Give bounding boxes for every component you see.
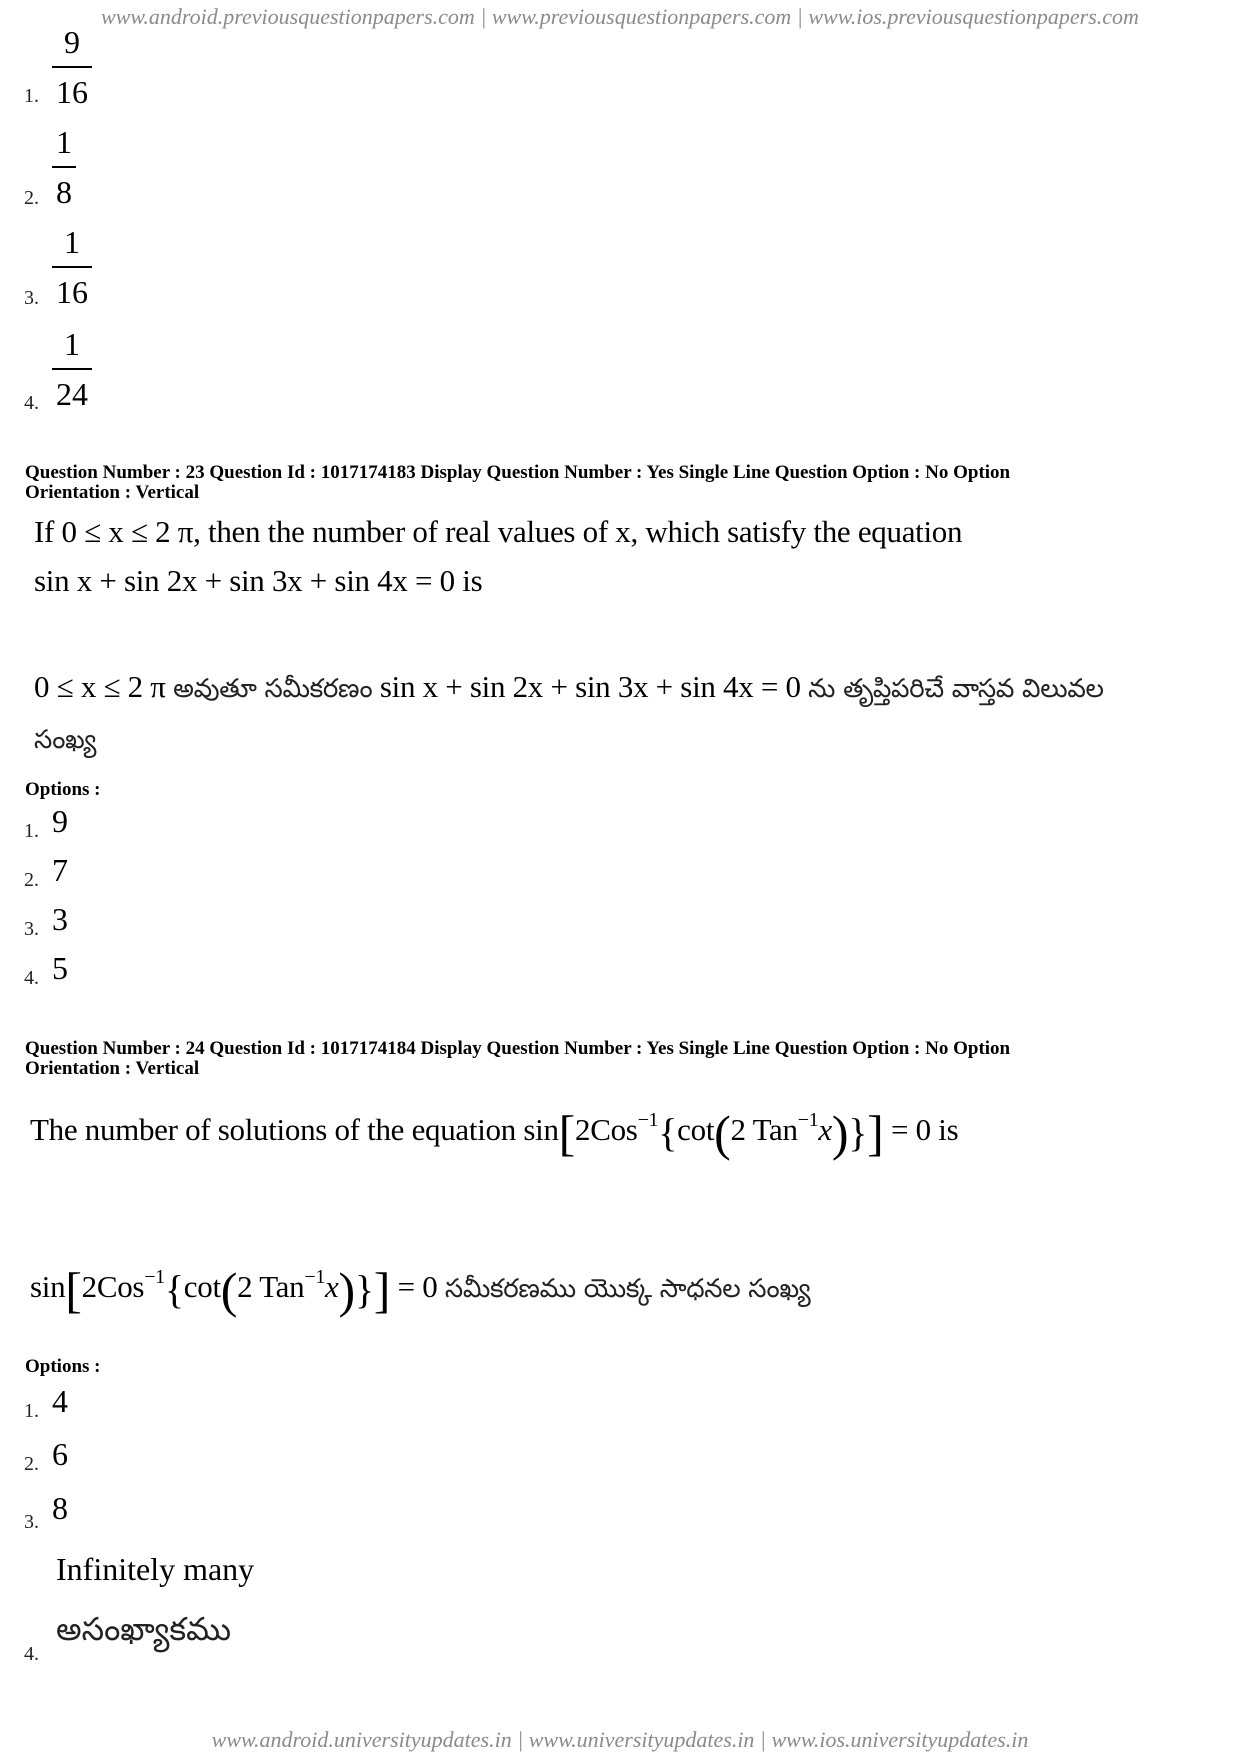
question-24-header xyxy=(25,1039,1215,1079)
question-header-line: Question Number : 24 Question Id : 1017174184 Display Question Number : Yes Single Line Question Option : No Option xyxy=(25,1038,1011,1059)
option-number: 1. xyxy=(24,820,39,842)
question-text-is: is xyxy=(938,1112,959,1148)
fraction-denominator: 16 xyxy=(56,74,88,110)
equation-math: sin x + sin 2x + sin 3x + sin 4x = 0 xyxy=(379,669,801,704)
question-text: The number of solutions of the equation xyxy=(30,1112,516,1148)
option-value: 9 xyxy=(52,803,68,839)
question-header-line: Question Number : 23 Question Id : 1017174183 Display Question Number : Yes Single Line Question Option : No Option xyxy=(25,462,1011,483)
fraction-denominator: 8 xyxy=(56,174,72,210)
option-value: Infinitely many xyxy=(56,1551,255,1587)
fraction-numerator: 1 xyxy=(64,224,80,260)
option-value: 6 xyxy=(52,1436,68,1472)
question-23-telugu-line-2: సంఖ్య xyxy=(34,725,97,755)
inequality-math: 0 ≤ x ≤ 2 π xyxy=(34,669,166,704)
fraction-numerator: 9 xyxy=(64,24,80,60)
fraction-numerator: 1 xyxy=(64,326,80,362)
footer-watermark: www.android.universityupdates.in | www.universityupdates.in | www.ios.universityupdates.in xyxy=(211,1727,1029,1752)
option-fraction xyxy=(52,126,76,208)
option-number: 2. xyxy=(24,187,39,209)
option-fraction xyxy=(52,328,92,410)
option-number: 4. xyxy=(24,392,39,414)
option-number: 3. xyxy=(24,1511,39,1533)
option-value: 5 xyxy=(52,950,68,986)
telugu-text: ను తృప్తిపరిచే వాస్తవ విలువల xyxy=(808,674,1104,704)
option-number: 2. xyxy=(24,1453,39,1475)
header-watermark: www.android.previousquestionpapers.com | www.previousquestionpapers.com | www.ios.previousquestionpapers.com xyxy=(101,4,1139,29)
question-23-header xyxy=(25,463,1215,503)
option-number: 3. xyxy=(24,287,39,309)
option-fraction xyxy=(52,26,92,108)
question-23-english-line-2: sin x + sin 2x + sin 3x + sin 4x = 0 is xyxy=(34,563,483,598)
question-header-line: Orientation : Vertical xyxy=(25,1058,200,1079)
option-value: 8 xyxy=(52,1490,68,1526)
option-number: 4. xyxy=(24,1643,39,1665)
fraction-numerator: 1 xyxy=(56,124,72,160)
telugu-text: అవుతూ సమీకరణం xyxy=(173,674,373,704)
fraction-denominator: 16 xyxy=(56,274,88,310)
option-fraction xyxy=(52,226,92,308)
telugu-text: సమీకరణము యొక్క సాధనల సంఖ్య xyxy=(444,1274,811,1305)
question-header-line: Orientation : Vertical xyxy=(25,482,200,503)
fraction-denominator: 24 xyxy=(56,376,88,412)
option-number: 1. xyxy=(24,1400,39,1422)
option-value: 3 xyxy=(52,901,68,937)
option-value: 7 xyxy=(52,852,68,888)
option-number: 2. xyxy=(24,869,39,891)
option-value-telugu: అసంఖ్యాకము xyxy=(56,1610,232,1648)
equation-math: sin[2Cos$^{-1}${cot(2 Tan$^{-1}$x)}] = 0 xyxy=(523,1105,939,1161)
question-24-english xyxy=(30,1105,959,1161)
option-value: 4 xyxy=(52,1383,68,1419)
question-23-english-line-1: If 0 ≤ x ≤ 2 π, then the number of real values of x, which satisfy the equation xyxy=(34,514,963,549)
question-23-options-label: Options : xyxy=(25,779,101,800)
option-number: 4. xyxy=(24,967,39,989)
option-number: 3. xyxy=(24,918,39,940)
question-24-telugu xyxy=(30,1262,811,1318)
question-24-options-label: Options : xyxy=(25,1356,101,1377)
option-number: 1. xyxy=(24,85,39,107)
equation-math: sin[2Cos$^{-1}${cot(2 Tan$^{-1}$x)}] = 0 xyxy=(30,1262,445,1318)
question-23-telugu-line-1 xyxy=(34,669,1104,710)
